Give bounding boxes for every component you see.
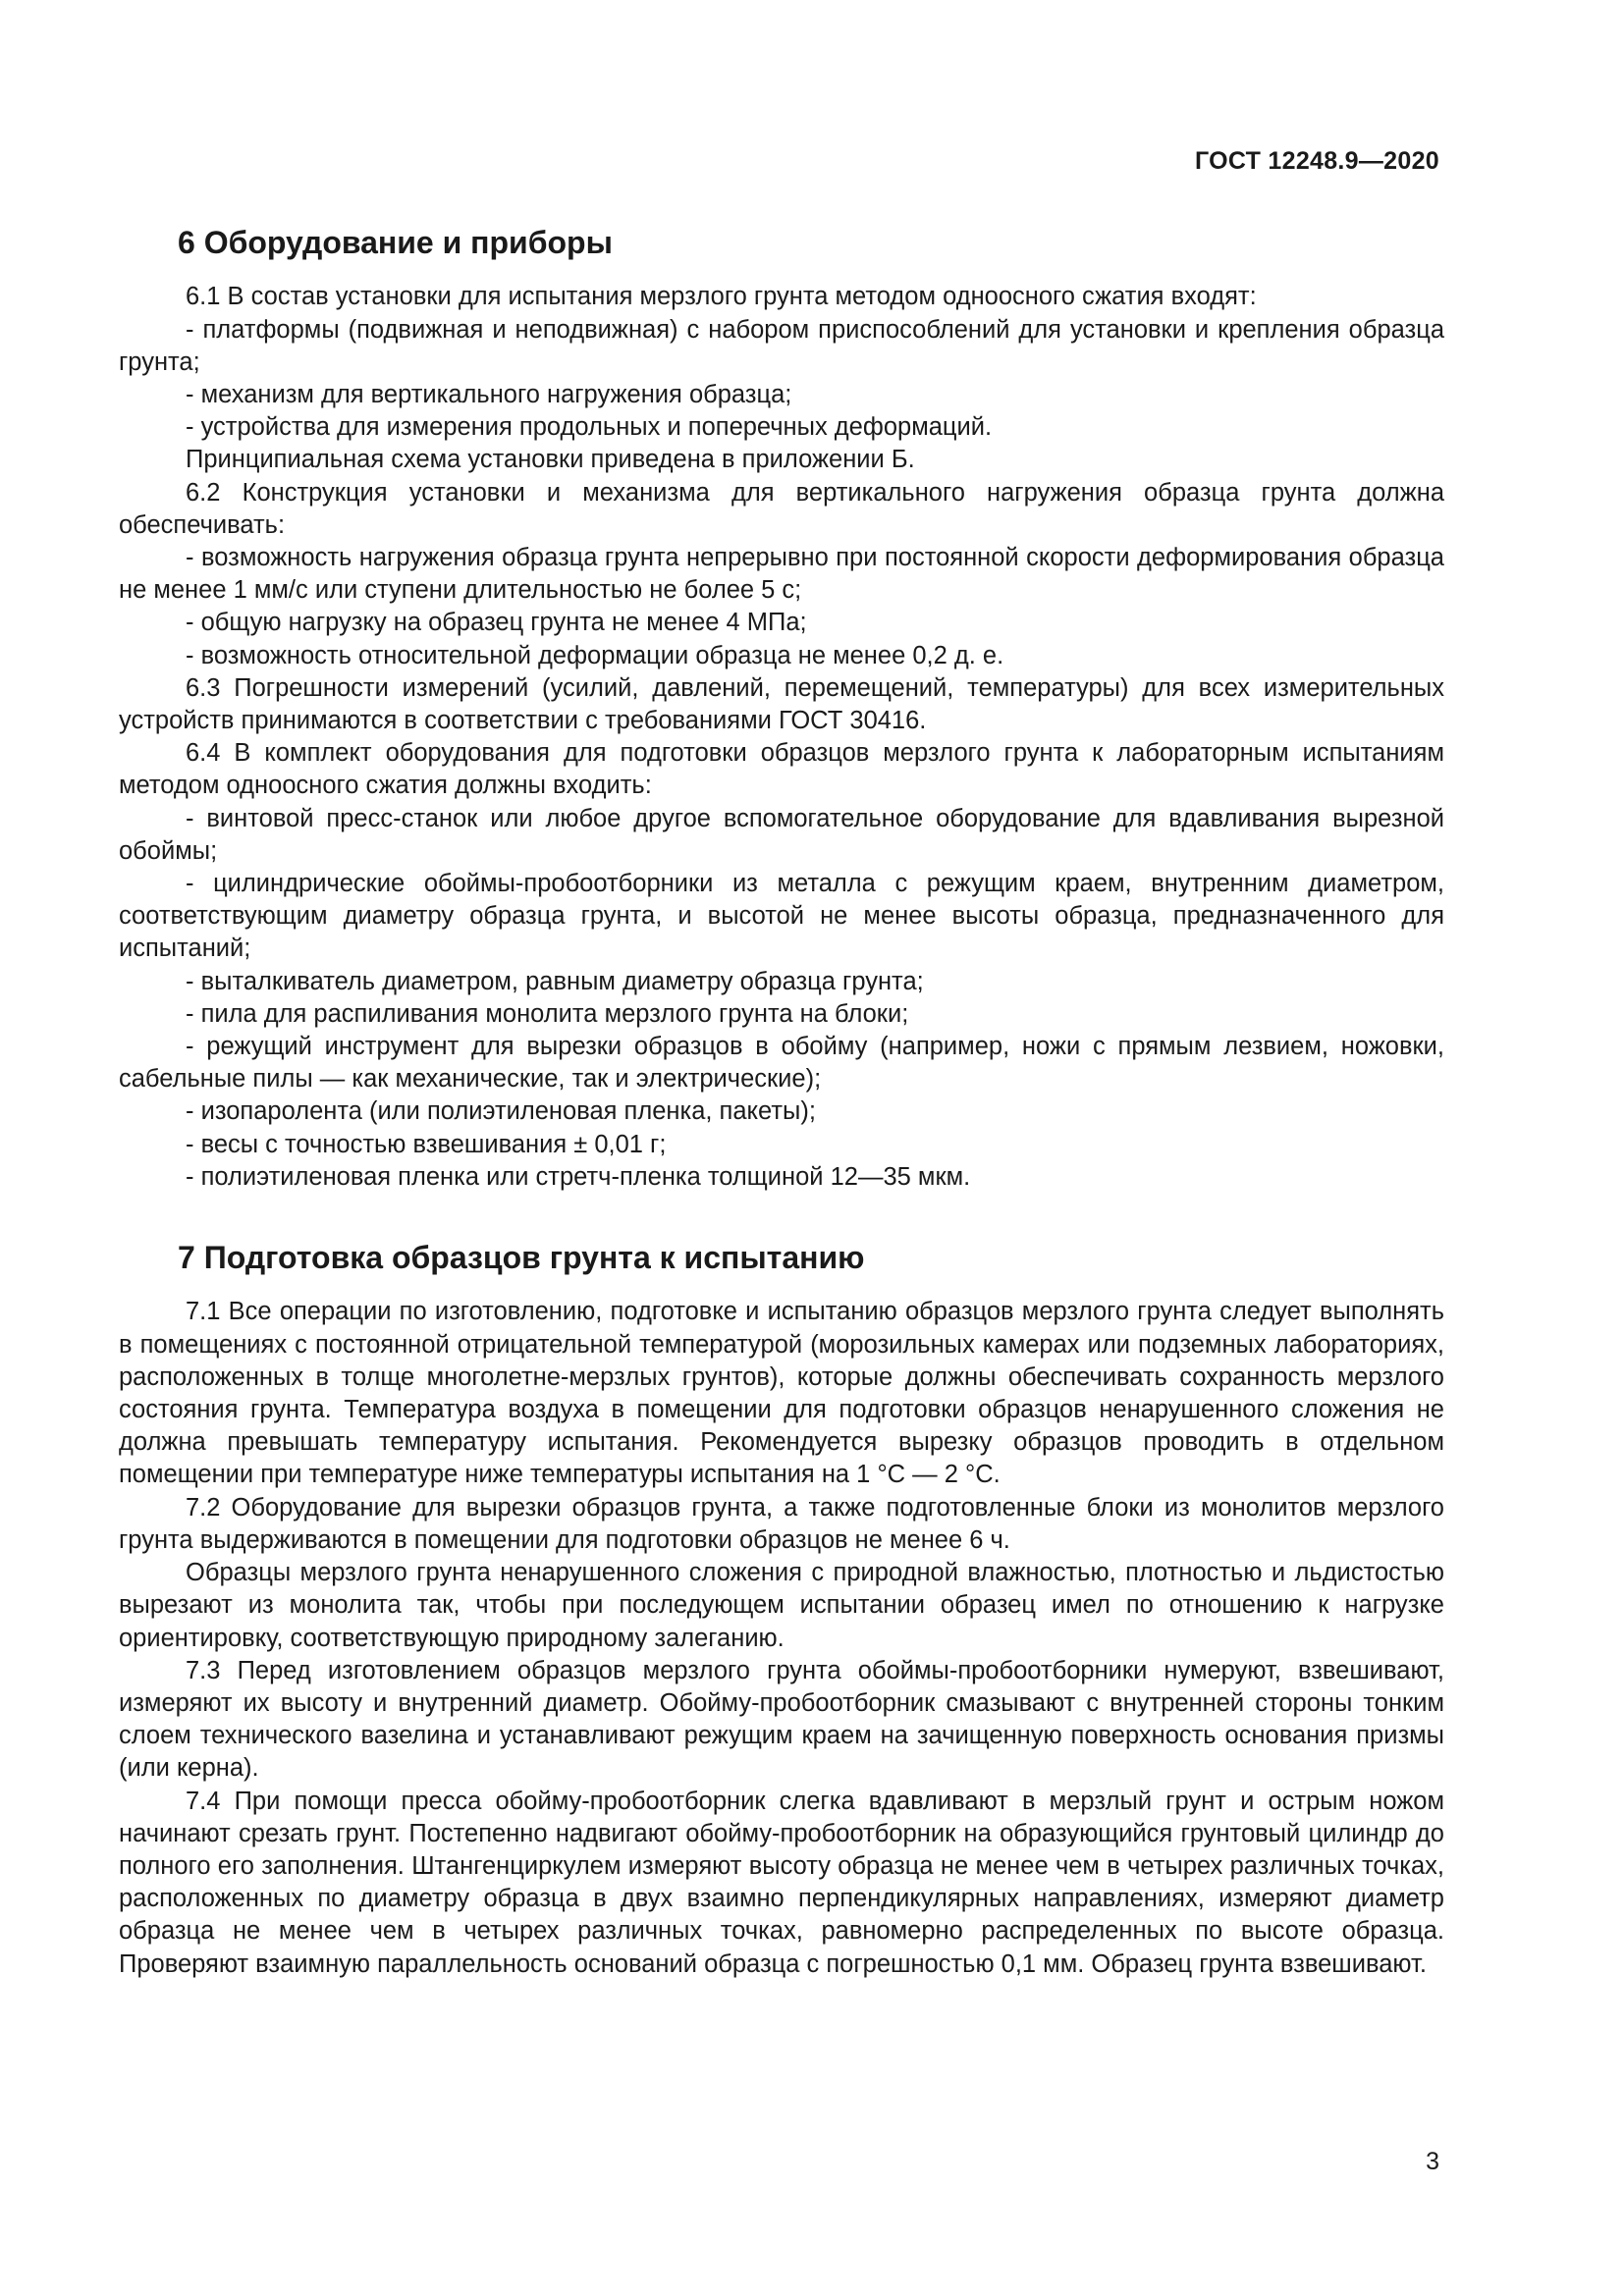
list-item: - цилиндрические обоймы-пробоотборники из металла с режущим краем, внутренним диаметром, соответствующим диаметру образца грунта, и высотой не менее высоты образца, предназначенного для испытаний; — [119, 870, 1444, 963]
paragraph: 7.1 Все операции по изготовлению, подготовке и испытанию образцов мерзлого грунта следует выполнять в помещениях с постоянной отрицательной температурой (морозильных камерах или подземных лабораториях, расположенных в толще многолетне-мерзлых грунтов), которые должны обеспечивать сохранность мерзлого состояния грунта. Температура воздуха в помещении для подготовки образцов ненарушенного сложения не должна превышать температуру испытания. Рекомендуется вырезку образцов проводить в отдельном помещении при температуре ниже температуры испытания на 1 °С — 2 °С. — [119, 1298, 1444, 1489]
paragraph: 6.2 Конструкция установки и механизма для вертикального нагружения образца грунта должна обеспечивать: — [119, 478, 1444, 539]
page-content — [119, 224, 1444, 1981]
list-item: - изопаролента (или полиэтиленовая пленка, пакеты); — [186, 1097, 816, 1126]
paragraph: 7.3 Перед изготовлением образцов мерзлого грунта обоймы-пробоотборники нумеруют, взвешивают, измеряют их высоту и внутренний диаметр. Обойму-пробоотборник смазывают с внутренней стороны тонким слоем технического вазелина и устанавливают режущим краем на зачищенную поверхность основания призмы (или керна). — [119, 1656, 1444, 1783]
paragraph: Образцы мерзлого грунта ненарушенного сложения с природной влажностью, плотностью и льдистостью вырезают из монолита так, чтобы при последующем испытании образец имел по отношению к нагрузке ориентировку, соответствующую природному залеганию. — [119, 1559, 1444, 1652]
list-item: - режущий инструмент для вырезки образцов в обойму (например, ножи с прямым лезвием, ножовки, сабельные пилы — как механические, так и электрические); — [119, 1033, 1444, 1094]
list-item: - платформы (подвижная и неподвижная) с набором приспособлений для установки и крепления образца грунта; — [119, 315, 1444, 376]
section-7 — [119, 1239, 1444, 1981]
list-item: - устройства для измерения продольных и поперечных деформаций. — [186, 413, 993, 442]
list-item: - весы с точностью взвешивания ± 0,01 г; — [186, 1130, 667, 1158]
list-item: - выталкиватель диаметром, равным диаметру образца грунта; — [186, 967, 924, 995]
page-number: 3 — [1426, 2148, 1439, 2175]
list-item: - винтовой пресс-станок или любое другое вспомогательное оборудование для вдавливания вырезной обоймы; — [119, 804, 1444, 865]
section-title: 6 Оборудование и приборы — [178, 225, 613, 260]
list-item: - полиэтиленовая пленка или стретч-пленка толщиной 12—35 мкм. — [186, 1162, 971, 1191]
section-6 — [119, 224, 1444, 1194]
section-title: 7 Подготовка образцов грунта к испытанию — [178, 1240, 865, 1276]
list-item: - возможность нагружения образца грунта непрерывно при постоянной скорости деформирования образца не менее 1 мм/с или ступени длительностью не более 5 с; — [119, 544, 1444, 605]
list-item: - пила для распиливания монолита мерзлого грунта на блоки; — [186, 999, 909, 1028]
list-item: - механизм для вертикального нагружения образца; — [186, 381, 792, 408]
paragraph: 7.4 При помощи пресса обойму-пробоотборник слегка вдавливают в мерзлый грунт и острым ножом начинают срезать грунт. Постепенно надвигают обойму-пробоотборник на образующийся грунтовый цилиндр до полного его заполнения. Штангенциркулем измеряют высоту образца не менее чем в четырех различных точках, расположенных по диаметру образца в двух взаимно перпендикулярных направлениях, измеряют диаметр образца не менее чем в четырех различных точках, равномерно распределенных по высоте образца. Проверяют взаимную параллельность оснований образца с погрешностью 0,1 мм. Образец грунта взвешивают. — [119, 1787, 1444, 1978]
list-item: - общую нагрузку на образец грунта не менее 4 МПа; — [186, 609, 807, 637]
paragraph: 6.3 Погрешности измерений (усилий, давлений, перемещений, температуры) для всех измерительных устройств принимаются в соответствии с требованиями ГОСТ 30416. — [119, 673, 1444, 735]
paragraph: 6.1 В состав установки для испытания мерзлого грунта методом одноосного сжатия входят: — [186, 283, 1257, 311]
paragraph: 6.4 В комплект оборудования для подготовки образцов мерзлого грунта к лабораторным испытаниям методом одноосного сжатия должны входить: — [119, 739, 1444, 800]
paragraph: 7.2 Оборудование для вырезки образцов грунта, а также подготовленные блоки из монолитов мерзлого грунта выдерживаются в помещении для подготовки образцов не менее 6 ч. — [119, 1493, 1444, 1554]
list-item: - возможность относительной деформации образца не менее 0,2 д. е. — [186, 641, 1004, 669]
paragraph: Принципиальная схема установки приведена в приложении Б. — [186, 446, 915, 474]
document-code: ГОСТ 12248.9—2020 — [1194, 147, 1439, 175]
